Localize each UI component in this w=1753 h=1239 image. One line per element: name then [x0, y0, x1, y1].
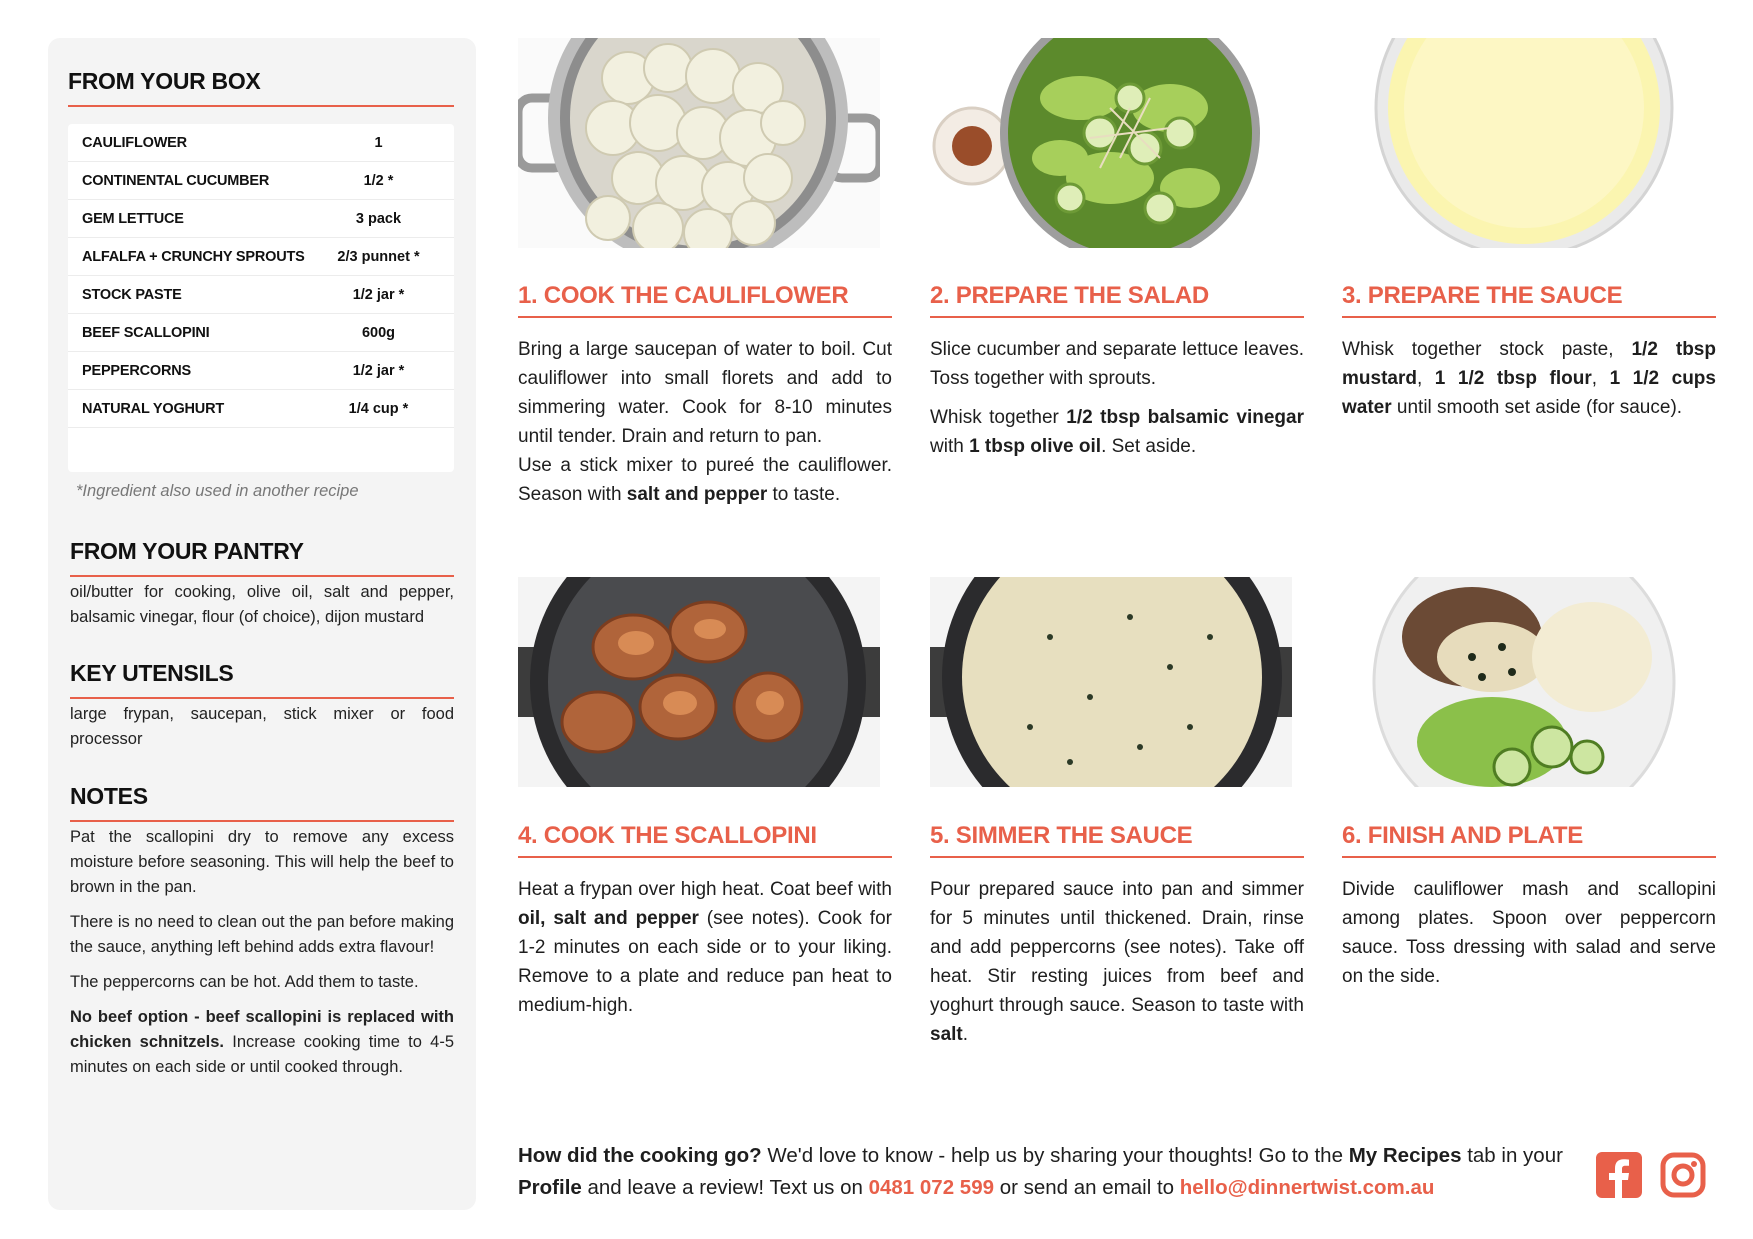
step-text-bold: 1 tbsp olive oil	[969, 436, 1102, 457]
ingredient-name: NATURAL YOGHURT	[82, 400, 225, 417]
step-2-body	[930, 335, 1304, 471]
step-3-image	[1342, 38, 1704, 248]
step-text: Divide cauliflower mash and scallopini among plates. Spoon over peppercorn sauce. Toss dressing with salad and serve on the side.	[1342, 879, 1716, 987]
table-row	[68, 390, 454, 428]
pantry-heading: FROM YOUR PANTRY	[70, 538, 454, 577]
step-text-part: ,	[1591, 368, 1610, 389]
footer-text: We'd love to know - help us by sharing your thoughts! Go to the	[761, 1144, 1349, 1167]
ingredients-table	[68, 124, 454, 472]
step-4-title: 4. COOK THE SCALLOPINI	[518, 822, 892, 858]
step-3-title: 3. PREPARE THE SAUCE	[1342, 282, 1716, 318]
from-your-box-heading: FROM YOUR BOX	[68, 68, 454, 107]
step-text-bold: oil, salt and pepper	[518, 908, 699, 929]
step-4-body	[518, 875, 892, 1030]
note-paragraph: The peppercorns can be hot. Add them to taste.	[70, 973, 419, 991]
step-5-image	[930, 577, 1292, 787]
ingredient-name: GEM LETTUCE	[82, 210, 184, 227]
step-6-title: 6. FINISH AND PLATE	[1342, 822, 1716, 858]
ingredient-name: ALFALFA + CRUNCHY SPROUTS	[82, 248, 305, 265]
step-text-part: Whisk together	[930, 407, 1067, 428]
step-text: Bring a large saucepan of water to boil. Cut cauliflower into small florets and add to simmering water. Cook for 8-10 minutes until tender. Drain and return to pan.	[518, 339, 892, 447]
table-row	[68, 200, 454, 238]
table-row	[68, 314, 454, 352]
step-3-body	[1342, 335, 1716, 432]
step-5-body	[930, 875, 1304, 1059]
footer-text: and leave a review! Text us on	[581, 1176, 869, 1199]
note-bold: No beef option - beef scallopini is replaced with chicken schnitzels.	[70, 1008, 454, 1051]
ingredient-qty: 1	[374, 134, 383, 151]
ingredient-name: CAULIFLOWER	[82, 134, 187, 151]
step-4-image	[518, 577, 880, 787]
ingredient-footnote: *Ingredient also used in another recipe	[76, 482, 359, 500]
instagram-icon[interactable]	[1660, 1152, 1706, 1198]
step-text-part: Heat a frypan over high heat. Coat beef with	[518, 879, 892, 900]
step-1-title: 1. COOK THE CAULIFLOWER	[518, 282, 892, 318]
ingredient-qty: 1/4 cup *	[348, 400, 409, 417]
facebook-icon[interactable]	[1596, 1152, 1642, 1198]
table-row	[68, 162, 454, 200]
step-5-title: 5. SIMMER THE SAUCE	[930, 822, 1304, 858]
step-text-bold: 1/2 tbsp balsamic vinegar	[1066, 407, 1305, 428]
step-text-bold: salt	[930, 1024, 963, 1045]
step-1-body	[518, 335, 892, 519]
step-text-part: . Set aside.	[1101, 436, 1197, 457]
note-paragraph: Pat the scallopini dry to remove any excess moisture before seasoning. This will help the beef to brown in the pan.	[70, 828, 454, 896]
table-row	[68, 238, 454, 276]
ingredient-qty: 3 pack	[355, 210, 402, 227]
step-text-bold: 1 1/2 cups water	[1342, 368, 1716, 418]
notes-text	[70, 825, 454, 1090]
step-text	[930, 875, 1304, 1049]
ingredient-name: BEEF SCALLOPINI	[82, 324, 210, 341]
ingredients-sidebar	[48, 38, 476, 1210]
step-text: Slice cucumber and separate lettuce leaves. Toss together with sprouts.	[930, 339, 1304, 389]
step-text	[518, 875, 892, 1020]
ingredient-qty: 1/2 jar *	[352, 362, 405, 379]
ingredient-name: CONTINENTAL CUCUMBER	[82, 172, 270, 189]
pantry-text: oil/butter for cooking, olive oil, salt and pepper, balsamic vinegar, flour (of choice), dijon mustard	[70, 583, 454, 626]
ingredient-qty: 1/2 *	[363, 172, 394, 189]
step-text-part: Pour prepared sauce into pan and simmer for 5 minutes until thickened. Drain, rinse and add peppercorns (see notes). Take off heat. Stir resting juices from beef and yoghurt through sauce. Season to taste with	[930, 879, 1304, 1016]
step-text-part: ,	[1416, 368, 1435, 389]
step-text-bold: 1/2 tbsp mustard	[1342, 339, 1716, 389]
profile-link[interactable]: Profile	[518, 1176, 582, 1199]
footer-text: tab in your	[1461, 1144, 1563, 1167]
step-text-part: until smooth set aside (for sauce).	[1391, 397, 1683, 418]
ingredient-qty: 600g	[361, 324, 396, 341]
ingredient-name: PEPPERCORNS	[82, 362, 191, 379]
notes-heading: NOTES	[70, 783, 454, 822]
step-text-bold: salt and pepper	[626, 484, 768, 505]
note-paragraph: There is no need to clean out the pan before making the sauce, anything left behind adds extra flavour!	[70, 913, 454, 956]
table-row	[68, 352, 454, 390]
ingredient-name: STOCK PASTE	[82, 286, 182, 303]
ingredient-qty: 2/3 punnet *	[337, 248, 420, 265]
email-link[interactable]: hello@dinnertwist.com.au	[1179, 1176, 1435, 1199]
step-text-part: Whisk together stock paste,	[1342, 339, 1632, 360]
feedback-footer	[518, 1140, 1568, 1204]
step-6-body	[1342, 875, 1716, 1001]
step-text-part: .	[962, 1024, 969, 1045]
utensils-heading: KEY UTENSILS	[70, 660, 454, 699]
table-row	[68, 276, 454, 314]
step-text	[930, 403, 1304, 461]
step-2-title: 2. PREPARE THE SALAD	[930, 282, 1304, 318]
note-paragraph	[70, 1005, 454, 1080]
step-text-part: with	[930, 436, 970, 457]
phone-link[interactable]: 0481 072 599	[868, 1176, 994, 1199]
step-1-image	[518, 38, 880, 248]
step-text	[518, 451, 892, 509]
step-text-part: to taste.	[767, 484, 841, 505]
my-recipes-link[interactable]: My Recipes	[1348, 1144, 1462, 1167]
utensils-text: large frypan, saucepan, stick mixer or food processor	[70, 705, 454, 748]
footer-text: or send an email to	[994, 1176, 1180, 1199]
step-6-image	[1342, 577, 1704, 787]
ingredient-qty: 1/2 jar *	[352, 286, 405, 303]
table-row	[68, 124, 454, 162]
step-text-part: (see notes). Cook for 1-2 minutes on each side or to your liking. Remove to a plate and reduce pan heat to medium-high.	[518, 908, 892, 1016]
step-text	[1342, 335, 1716, 422]
step-text-part: Use a stick mixer to pureé the cauliflower. Season with	[518, 455, 892, 505]
step-text-bold: 1 1/2 tbsp flour	[1434, 368, 1592, 389]
note-rest: Increase cooking time to 4-5 minutes on each side or until cooked through.	[70, 1033, 455, 1076]
footer-question: How did the cooking go?	[518, 1144, 762, 1167]
step-2-image	[930, 38, 1292, 248]
